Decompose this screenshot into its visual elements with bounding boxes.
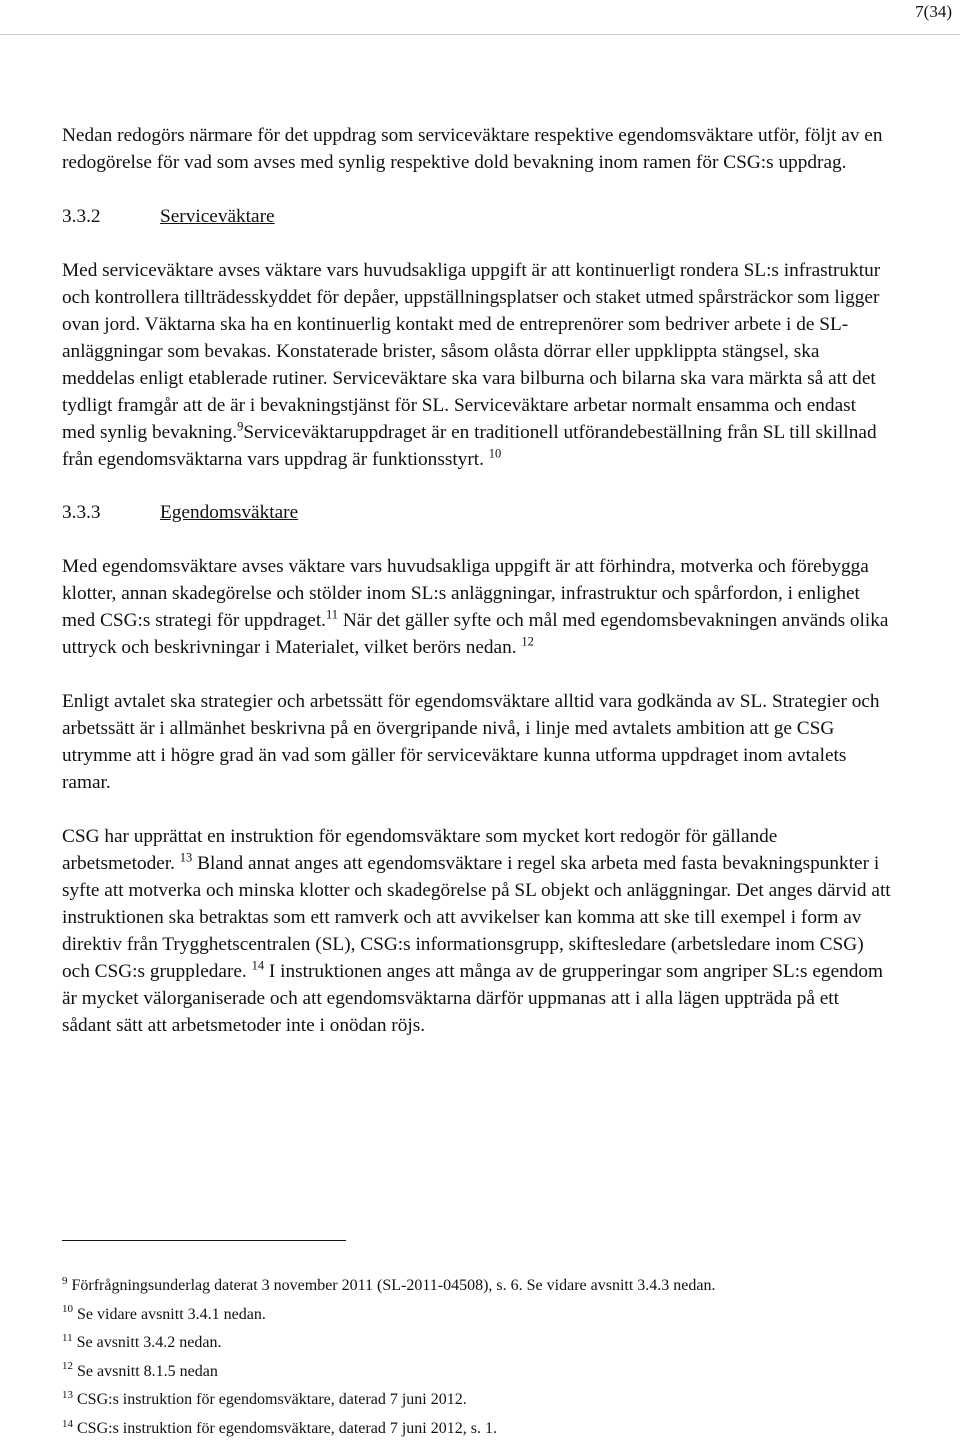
egendomsväktare-paragraph-2: Enligt avtalet ska strategier och arbetssätt för egendomsväktare alltid vara godkända av SL. Strategier och arbetssätt är i allmänhet beskrivna på en övergripande nivå, i linje med avtalets ambition att ge CSG utrymme att i högre grad än vad som gäller för serviceväktare kunna utforma uppdraget inom avtalets ramar. (62, 691, 880, 793)
footnote-ref-14: 14 (251, 958, 265, 973)
section-title: Serviceväktare (160, 206, 275, 227)
footnote: $^{10}$ Se vidare avsnitt 3.4.1 nedan. (62, 1303, 266, 1323)
intro-paragraph: Nedan redogörs närmare för det uppdrag som serviceväktare respektive egendomsväktare utför, följt av en redogörelse för vad som avses med synlig respektive dold bevakning inom ramen för CSG:s uppdrag. (62, 125, 883, 173)
footnote: $^9$ Förfrågningsunderlag daterat 3 november 2011 (SL-2011-04508), s. 6. Se vidare avsnitt 3.4.3 nedan. (62, 1274, 716, 1294)
egendomsväktare-paragraph-1: Med egendomsväktare avses väktare vars huvudsakliga uppgift är att förhindra, motverka och förebygga klotter, annan skadegörelse och stölder inom SL:s anläggningar, infrastruktur och spårfordon, i enlighet med CSG:s strategi för uppdraget.$^{11}$ När det gäller syfte och mål med egendomsbevakningen används olika uttryck och beskrivningar i Materialet, vilket berörs nedan. $^{12}$ (62, 556, 889, 658)
page-number: 7(34) (915, 2, 952, 21)
footnote: $^{11}$ Se avsnitt 3.4.2 nedan. (62, 1331, 222, 1352)
footnote-ref-9: 9 (237, 419, 244, 434)
page-body (62, 122, 892, 1066)
footnote-ref-10: 10 (488, 446, 502, 461)
header-rule (0, 34, 960, 35)
egendomsväktare-paragraph-3: CSG har upprättat en instruktion för egendomsväktare som mycket kort redogör för gällande arbetsmetoder. $^{13}$ Bland annat anges att egendomsväktare i regel ska arbeta med fasta bevakningspunkter i syfte att motverka och minska klotter och skadegörelse på SL objekt och anläggningar. Det anges därvid att instruktionen ska betraktas som ett ramverk och att avvikelser kan komma att ske till exempel i form av direktiv från Trygghetscentralen (SL), CSG:s informationsgrupp, skiftesledare (arbetsledare inom CSG) och CSG:s gruppledare. $^{14}$ I instruktionen anges att många av de grupperingar som angriper SL:s egendom är mycket välorganiserade och att egendomsväktarna därför uppmanas att i alla lägen uppträda på ett sådant sätt att arbetsmetoder inte i onödan röjs. (62, 826, 891, 1036)
section-number: 3.3.3 (62, 502, 101, 523)
section-heading-3-3-3 (62, 499, 892, 526)
footnote: $^{12}$ Se avsnitt 8.1.5 nedan (62, 1360, 218, 1380)
footnote-ref-11: 11 (326, 607, 339, 622)
serviceväktare-paragraph: Med serviceväktare avses väktare vars huvudsakliga uppgift är att kontinuerligt rondera SL:s infrastruktur och kontrollera tillträdesskyddet för depåer, uppställningsplatser och staket utmed spårsträckor som ligger ovan jord. Väktarna ska ha en kontinuerlig kontakt med de entreprenörer som bedriver arbete i de SL-anläggningar som bevakas. Konstaterade brister, såsom olåsta dörrar eller uppklippta stängsel, ska meddelas enligt etablerade rutiner. Serviceväktare ska vara bilburna och bilarna ska vara märkta så att det tydligt framgår att de är i bevakningstjänst för SL. Serviceväktare arbetar normalt ensamma och endast med synlig bevakning.$^9$Serviceväktaruppdraget är en traditionell utförandebeställning från SL till skillnad från egendomsväktarna vars uppdrag är funktionsstyrt. $^{10}$ (62, 260, 881, 470)
footnote-ref-12: 12 (521, 634, 534, 649)
footnote: $^{13}$ CSG:s instruktion för egendomsväktare, daterad 7 juni 2012. (62, 1389, 467, 1409)
section-title: Egendomsväktare (160, 502, 299, 523)
footnote: $^{14}$ CSG:s instruktion för egendomsväktare, daterad 7 juni 2012, s. 1. (62, 1417, 497, 1437)
section-number: 3.3.2 (62, 206, 101, 227)
footnote-ref-13: 13 (179, 850, 193, 865)
footnote-separator (62, 1240, 346, 1241)
footnotes (62, 1272, 922, 1444)
section-heading-3-3-2 (62, 203, 892, 230)
